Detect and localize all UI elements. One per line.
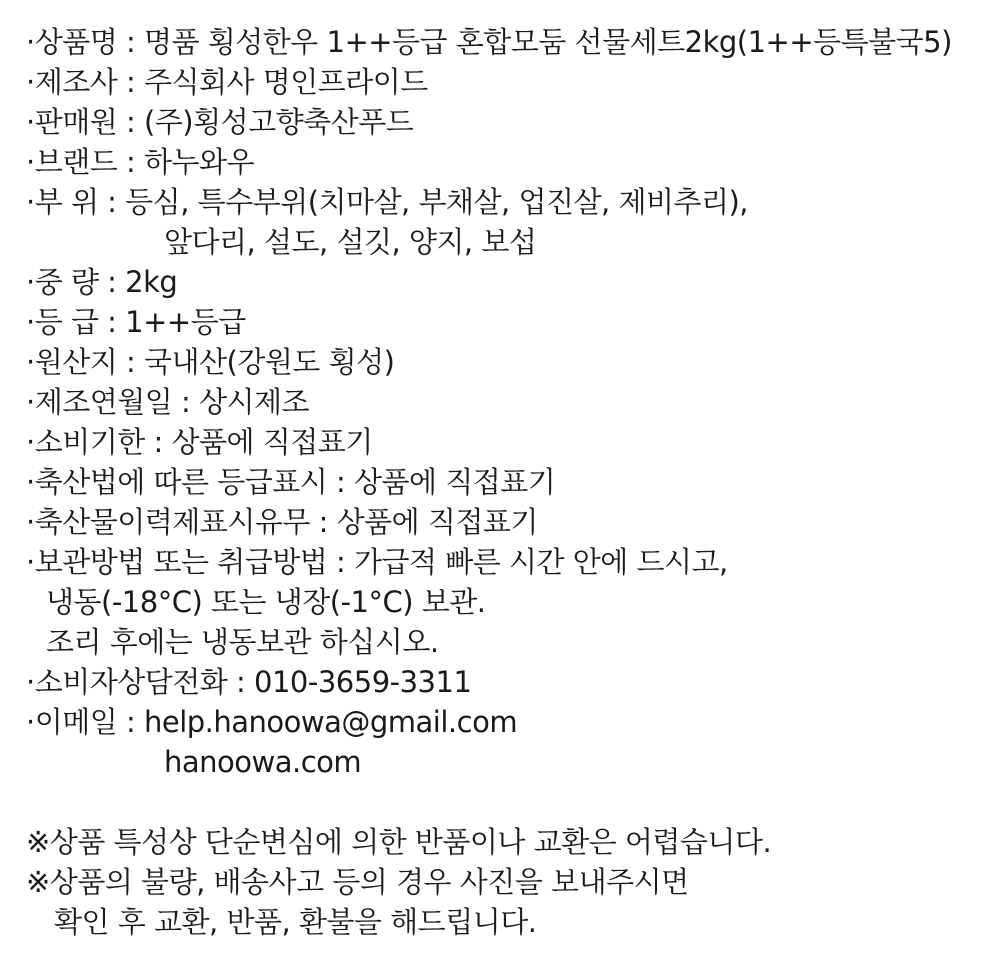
cut-parts-line: ·부 위 : 등심, 특수부위(치마살, 부채살, 업진살, 제비추리), — [26, 185, 749, 219]
product-name-line: ·상품명 : 명품 횡성한우 1++등급 혼합모둠 선물세트2kg(1++등특불국5) — [26, 25, 952, 59]
cut-parts-continued-line: 앞다리, 설도, 설깃, 양지, 보섭 — [164, 225, 537, 259]
consumer-phone-line: ·소비자상담전화 : 010-3659-3311 — [26, 665, 472, 699]
manufacturer-line: ·제조사 : 주식회사 명인프라이드 — [26, 65, 428, 99]
grade-display-line: ·축산법에 따른 등급표시 : 상품에 직접표기 — [26, 465, 556, 499]
seller-line: ·판매원 : (주)횡성고향축산푸드 — [26, 105, 414, 139]
traceability-line: ·축산물이력제표시유무 : 상품에 직접표기 — [26, 505, 538, 539]
storage-temperature-line: 냉동(-18°C) 또는 냉장(-1°C) 보관. — [46, 585, 486, 619]
weight-line: ·중 량 : 2kg — [26, 265, 178, 299]
storage-after-cooking-line: 조리 후에는 냉동보관 하십시오. — [46, 625, 439, 659]
notice-refund-line: 확인 후 교환, 반품, 환불을 해드립니다. — [54, 905, 537, 939]
grade-line: ·등 급 : 1++등급 — [26, 305, 246, 339]
email-line: ·이메일 : help.hanoowa@gmail.com — [26, 705, 518, 739]
brand-line: ·브랜드 : 하누와우 — [26, 145, 255, 179]
notice-no-return-line: ※상품 특성상 단순변심에 의한 반품이나 교환은 어렵습니다. — [26, 825, 772, 859]
origin-line: ·원산지 : 국내산(강원도 횡성) — [26, 345, 395, 379]
production-date-line: ·제조연월일 : 상시제조 — [26, 385, 310, 419]
website-line: hanoowa.com — [164, 745, 362, 779]
storage-method-line: ·보관방법 또는 취급방법 : 가급적 빠른 시간 안에 드시고, — [26, 545, 728, 579]
expiry-line: ·소비기한 : 상품에 직접표기 — [26, 425, 373, 459]
notice-defect-line: ※상품의 불량, 배송사고 등의 경우 사진을 보내주시면 — [26, 865, 689, 899]
